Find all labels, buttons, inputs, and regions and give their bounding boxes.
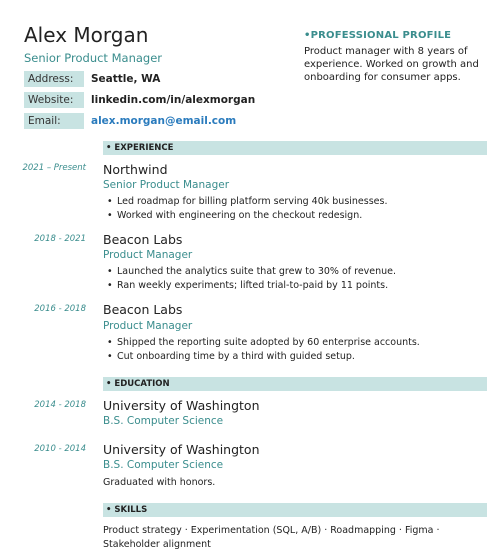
entry-company: Beacon Labs — [103, 232, 183, 247]
list-item: • Shipped the reporting suite adopted by 60 enterprise accounts. — [103, 336, 493, 350]
entry-dates: 2010 - 2014 — [34, 444, 86, 454]
contact-email-link[interactable]: alex.morgan@email.com — [91, 115, 237, 127]
resume-name: Alex Morgan — [24, 23, 149, 47]
resume-title: Senior Product Manager — [24, 51, 163, 65]
entry-company: Northwind — [103, 162, 168, 177]
entry-school: University of Washington — [103, 398, 260, 413]
contact-address: Seattle, WA — [91, 73, 161, 85]
entry-note: Graduated with honors. — [103, 477, 216, 488]
entry-dates: 2018 - 2021 — [34, 234, 86, 244]
section-heading-skills: • SKILLS — [103, 503, 487, 517]
section-heading-experience: • EXPERIENCE — [103, 141, 487, 155]
entry-bullets — [103, 265, 493, 293]
entry-degree: B.S. Computer Science — [103, 459, 224, 471]
profile-heading: •PROFESSIONAL PROFILE — [304, 30, 452, 41]
contact-block — [24, 71, 264, 134]
list-item: • Led roadmap for billing platform serving 40k businesses. — [103, 195, 493, 209]
entry-dates: 2021 – Present — [22, 163, 86, 173]
entry-dates: 2016 - 2018 — [34, 304, 86, 314]
contact-row-address — [24, 71, 264, 87]
contact-label: Website: — [24, 92, 84, 108]
entry-dates: 2014 - 2018 — [34, 400, 86, 410]
contact-row-email — [24, 113, 264, 129]
entry-role: Product Manager — [103, 320, 193, 332]
list-item: • Launched the analytics suite that grew to 30% of revenue. — [103, 265, 493, 279]
entry-company: Beacon Labs — [103, 302, 183, 317]
contact-row-website — [24, 92, 264, 108]
contact-label: Address: — [24, 71, 84, 87]
entry-school: University of Washington — [103, 442, 260, 457]
skills-text: Product strategy · Experimentation (SQL, A/B) · Roadmapping · Figma · Stakeholder alignment — [103, 525, 440, 550]
list-item: • Ran weekly experiments; lifted trial-to-paid by 11 points. — [103, 279, 493, 293]
entry-bullets — [103, 336, 493, 364]
section-heading-education: • EDUCATION — [103, 377, 487, 391]
profile-text: Product manager with 8 years of experience. Worked on growth and onboarding for consumer apps. — [304, 46, 479, 83]
contact-website-link[interactable]: linkedin.com/in/alexmorgan — [91, 94, 256, 106]
list-item: • Cut onboarding time by a third with guided setup. — [103, 350, 493, 364]
entry-role: Product Manager — [103, 249, 193, 261]
contact-label: Email: — [24, 113, 84, 129]
entry-bullets — [103, 195, 493, 223]
list-item: • Worked with engineering on the checkout redesign. — [103, 209, 493, 223]
entry-degree: B.S. Computer Science — [103, 415, 224, 427]
entry-role: Senior Product Manager — [103, 179, 230, 191]
profile-block — [304, 30, 489, 84]
